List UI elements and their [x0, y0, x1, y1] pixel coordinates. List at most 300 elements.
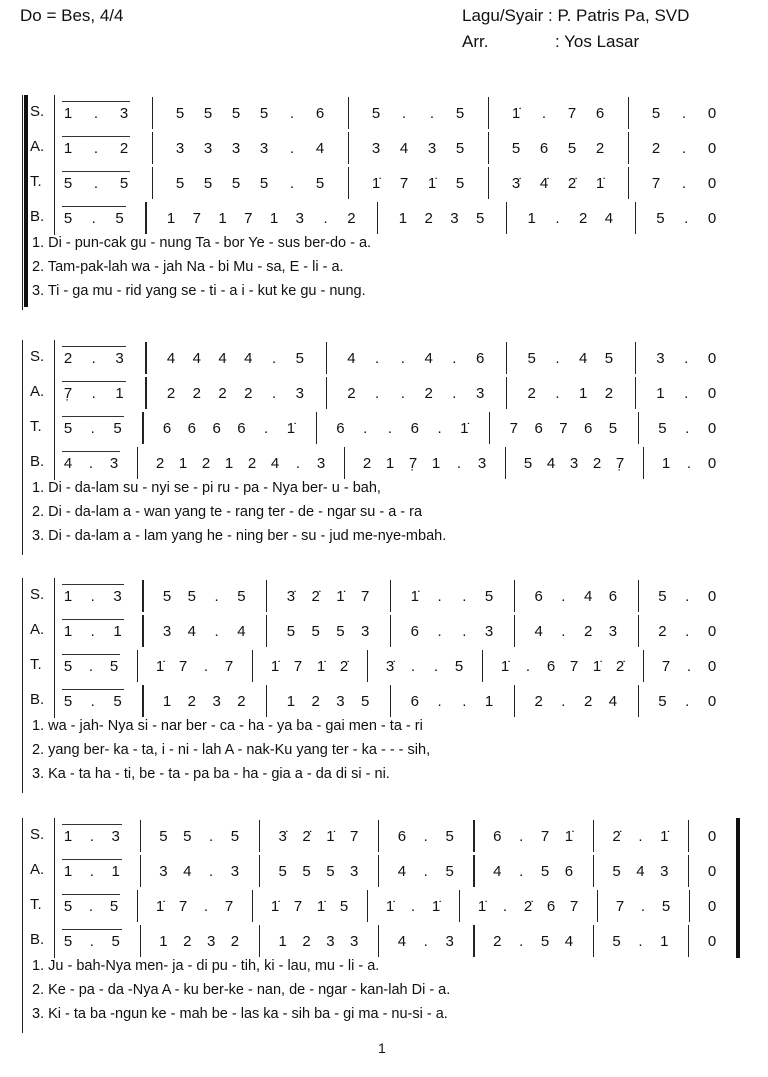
- note: 1: [166, 210, 176, 227]
- barline: [638, 615, 639, 647]
- note: 1: [63, 863, 73, 880]
- note: 0: [707, 105, 717, 122]
- barline: [137, 890, 138, 922]
- barline: [145, 377, 146, 409]
- lyric-text: 3. Ki - ta ba -ngun ke - mah be - las ka - sih ba - gi ma - nu-si - a.: [32, 1006, 448, 1022]
- note: 5: [454, 658, 464, 675]
- note: 2: [230, 933, 240, 950]
- duration-dot: .: [437, 623, 442, 640]
- barline: [390, 685, 391, 717]
- beam-line: [62, 416, 124, 417]
- note: 7: [178, 658, 188, 675]
- note: 7: [559, 420, 568, 437]
- note: 5: [278, 863, 287, 880]
- note: 5: [119, 175, 129, 192]
- note: 5: [183, 828, 192, 845]
- barline: [688, 925, 689, 957]
- note: 3: [212, 693, 221, 710]
- note: 6: [475, 350, 485, 367]
- part-label: S.: [30, 348, 45, 365]
- note: 5: [455, 105, 465, 122]
- note: 2: [244, 385, 253, 402]
- note: 3: [361, 623, 370, 640]
- barline: [152, 97, 153, 129]
- note: 4: [397, 863, 407, 880]
- note: 5: [302, 863, 311, 880]
- music-system: [0, 578, 768, 808]
- beam-line: [62, 654, 120, 655]
- duration-dot: .: [452, 385, 457, 402]
- barline: [506, 377, 507, 409]
- page-number: 1: [378, 1040, 386, 1056]
- note: 6: [187, 420, 197, 437]
- note: 3: [371, 140, 381, 157]
- note: 6: [539, 140, 549, 157]
- lyric-text: 3. Di - da-lam a - lam yang he - ning ber - su - jud me-nye-mbah.: [32, 528, 447, 544]
- barline: [488, 132, 489, 164]
- note: 5: [326, 863, 335, 880]
- lyric-line: [0, 480, 768, 502]
- note: 5: [608, 420, 618, 437]
- barline: [638, 685, 639, 717]
- note: 4̇: [539, 175, 549, 192]
- note: 5: [109, 898, 119, 915]
- note: 2: [424, 210, 433, 227]
- part-label: S.: [30, 103, 45, 120]
- note: 5: [187, 588, 197, 605]
- note: 6: [397, 828, 407, 845]
- note: 5: [203, 175, 213, 192]
- note: 0: [707, 420, 717, 437]
- note: 6: [595, 105, 605, 122]
- barline: [593, 855, 594, 887]
- note: 7: [509, 420, 519, 437]
- note: 1: [656, 385, 665, 402]
- note: 3: [450, 210, 459, 227]
- note: 4: [579, 350, 588, 367]
- duration-dot: .: [91, 385, 96, 402]
- lyric-line: [0, 235, 768, 257]
- note: 6: [410, 420, 419, 437]
- note: 4: [183, 863, 192, 880]
- note: 5: [445, 863, 454, 880]
- note: 5: [63, 898, 73, 915]
- duration-dot: .: [375, 350, 380, 367]
- part-line-a: [0, 861, 768, 887]
- note: 2: [192, 385, 201, 402]
- duration-dot: .: [209, 863, 214, 880]
- beam-line: [62, 689, 124, 690]
- barline: [390, 615, 391, 647]
- note: 7: [244, 210, 253, 227]
- duration-dot: .: [686, 658, 692, 675]
- duration-dot: .: [90, 623, 95, 640]
- note: 6: [162, 420, 172, 437]
- note: 2̇: [311, 588, 320, 605]
- note: 0: [707, 658, 717, 675]
- note: 1: [660, 933, 669, 950]
- note: 1̇: [592, 658, 602, 675]
- part-label: A.: [30, 861, 45, 878]
- note: 6: [237, 420, 246, 437]
- barline: [348, 97, 349, 129]
- note: 5: [231, 105, 241, 122]
- note: 2: [347, 385, 356, 402]
- duration-dot: .: [684, 350, 689, 367]
- duration-dot: .: [462, 588, 467, 605]
- note: 1: [115, 385, 124, 402]
- duration-dot: .: [437, 588, 442, 605]
- note: 3: [175, 140, 185, 157]
- lyric-line: [0, 259, 768, 281]
- part-line-t: [0, 418, 768, 444]
- note: 2̇: [339, 658, 349, 675]
- note: 2: [166, 385, 176, 402]
- note: 5: [361, 693, 370, 710]
- note: 5: [455, 175, 465, 192]
- note: 4: [564, 933, 574, 950]
- note: 7̣: [63, 385, 73, 402]
- duration-dot: .: [423, 933, 428, 950]
- note: 3: [115, 350, 124, 367]
- duration-dot: .: [271, 350, 277, 367]
- lyric-line: [0, 283, 768, 305]
- arranger-value: : Yos Lasar: [555, 32, 640, 51]
- note: 3: [295, 385, 304, 402]
- note: 2: [424, 385, 433, 402]
- note: 3: [230, 863, 240, 880]
- barline: [514, 685, 515, 717]
- note: 2: [592, 455, 602, 472]
- duration-dot: .: [214, 588, 219, 605]
- note: 1: [398, 210, 408, 227]
- barline: [140, 820, 141, 852]
- note: 7: [293, 898, 303, 915]
- note: 1̇: [511, 105, 521, 122]
- note: 3: [336, 693, 345, 710]
- barline: [140, 855, 141, 887]
- barline: [638, 412, 639, 444]
- lyric-text: 3. Ka - ta ha - ti, be - ta - pa ba - ha - gia a - da di si - ni.: [32, 766, 390, 782]
- note: 2: [583, 623, 593, 640]
- duration-dot: .: [89, 828, 94, 845]
- lyric-text: 2. Tam-pak-lah wa - jah Na - bi Mu - sa, E - li - a.: [32, 259, 344, 275]
- duration-dot: .: [375, 385, 380, 402]
- note: 1̇: [595, 175, 605, 192]
- duration-dot: .: [88, 455, 94, 472]
- note: 1: [224, 455, 234, 472]
- barline: [142, 685, 143, 717]
- note: 5: [111, 933, 120, 950]
- barline: [152, 167, 153, 199]
- note: 6: [212, 420, 221, 437]
- lyric-text: 1. Di - da-lam su - nyi se - pi ru - pa - Nya ber- u - bah,: [32, 480, 381, 496]
- duration-dot: .: [410, 658, 416, 675]
- note: 3: [326, 933, 335, 950]
- lyric-line: [0, 766, 768, 788]
- note: 4: [315, 140, 325, 157]
- duration-dot: .: [203, 658, 209, 675]
- duration-dot: .: [209, 828, 214, 845]
- duration-dot: .: [264, 420, 269, 437]
- duration-dot: .: [638, 933, 643, 950]
- duration-dot: .: [400, 350, 405, 367]
- duration-dot: .: [437, 420, 442, 437]
- note: 5: [237, 588, 246, 605]
- note: 2: [362, 455, 372, 472]
- part-line-s: [0, 826, 768, 852]
- note: 4: [187, 623, 197, 640]
- note: 0: [707, 933, 717, 950]
- barline: [643, 650, 644, 682]
- lyric-line: [0, 1006, 768, 1028]
- barline: [628, 132, 629, 164]
- note: 1̇: [431, 898, 441, 915]
- note: 6: [534, 420, 543, 437]
- note: 6: [410, 623, 419, 640]
- duration-dot: .: [638, 828, 643, 845]
- duration-dot: .: [681, 105, 687, 122]
- note: 1: [113, 623, 122, 640]
- note: 6: [534, 588, 543, 605]
- lyric-line: [0, 742, 768, 764]
- lyric-text: 2. yang ber- ka - ta, i - ni - lah A - nak-Ku yang ter - ka - - - sih,: [32, 742, 431, 758]
- note: 3: [445, 933, 454, 950]
- note: 3: [660, 863, 669, 880]
- duration-dot: .: [429, 105, 435, 122]
- barline: [367, 650, 368, 682]
- note: 1̇: [427, 175, 437, 192]
- note: 3: [484, 623, 494, 640]
- part-line-a: [0, 621, 768, 647]
- duration-dot: .: [410, 898, 416, 915]
- note: 2̇: [615, 658, 625, 675]
- duration-dot: .: [555, 210, 560, 227]
- note: 4: [218, 350, 227, 367]
- note: 4: [63, 455, 73, 472]
- note: 1: [385, 455, 395, 472]
- note: 2: [579, 210, 588, 227]
- barline: [488, 167, 489, 199]
- note: 1: [527, 210, 536, 227]
- note: 1̇: [155, 658, 165, 675]
- note: 5: [113, 693, 122, 710]
- part-label: B.: [30, 691, 45, 708]
- note: 3: [350, 863, 359, 880]
- barline: [259, 855, 260, 887]
- lyric-line: [0, 528, 768, 550]
- arranger-label: Arr.: [462, 32, 489, 51]
- duration-dot: .: [289, 105, 295, 122]
- note: 3: [109, 455, 119, 472]
- part-line-b: [0, 453, 768, 479]
- barline: [145, 202, 146, 234]
- part-line-s: [0, 586, 768, 612]
- lyric-text: 2. Di - da-lam a - wan yang te - rang ter - de - ngar su - a - ra: [32, 504, 423, 520]
- duration-dot: .: [88, 658, 94, 675]
- beam-line: [62, 584, 124, 585]
- note: 2: [237, 693, 246, 710]
- note: 7: [569, 658, 579, 675]
- note: 5: [567, 140, 577, 157]
- note: 7̣: [408, 455, 418, 472]
- lyric-text: 1. wa - jah- Nya si - nar ber - ca - ha - ya ba - gai men - ta - ri: [32, 718, 423, 734]
- note: 2: [658, 623, 667, 640]
- duration-dot: .: [685, 623, 690, 640]
- duration-dot: .: [456, 455, 462, 472]
- duration-dot: .: [555, 350, 560, 367]
- note: 5: [604, 350, 614, 367]
- note: 1̇: [270, 898, 280, 915]
- note: 5: [175, 175, 185, 192]
- duration-dot: .: [685, 588, 690, 605]
- note: 2: [534, 693, 543, 710]
- note: 5: [336, 623, 345, 640]
- note: 5: [658, 420, 667, 437]
- beam-line: [62, 381, 126, 382]
- note: 7: [178, 898, 188, 915]
- note: 0: [707, 863, 717, 880]
- note: 4: [399, 140, 409, 157]
- note: 0: [707, 385, 717, 402]
- note: 1̇: [336, 588, 345, 605]
- duration-dot: .: [89, 863, 94, 880]
- part-label: B.: [30, 208, 45, 225]
- note: 3: [113, 588, 122, 605]
- note: 3: [656, 350, 665, 367]
- note: 7: [224, 898, 234, 915]
- note: 5: [259, 175, 269, 192]
- note: 4: [534, 623, 543, 640]
- duration-dot: .: [525, 658, 531, 675]
- note: 7: [651, 175, 661, 192]
- note: 4: [608, 693, 618, 710]
- note: 7: [569, 898, 579, 915]
- beam-line: [62, 824, 122, 825]
- note: 6: [546, 898, 556, 915]
- note: 1: [63, 140, 73, 157]
- note: 4: [347, 350, 356, 367]
- beam-line: [62, 451, 120, 452]
- lyric-line: [0, 982, 768, 1004]
- duration-dot: .: [271, 385, 277, 402]
- note: 6: [493, 828, 502, 845]
- part-line-b: [0, 931, 768, 957]
- duration-dot: .: [433, 658, 439, 675]
- note: 2: [311, 693, 320, 710]
- note: 5: [109, 658, 119, 675]
- barline: [140, 925, 141, 957]
- duration-dot: .: [640, 898, 646, 915]
- part-label: A.: [30, 383, 45, 400]
- note: 5: [295, 350, 304, 367]
- barline: [459, 890, 460, 922]
- duration-dot: .: [93, 105, 99, 122]
- note: 2: [218, 385, 227, 402]
- note: 4: [192, 350, 201, 367]
- part-line-t: [0, 896, 768, 922]
- lyric-line: [0, 504, 768, 526]
- duration-dot: .: [93, 175, 99, 192]
- note: 2: [527, 385, 536, 402]
- barline: [514, 580, 515, 612]
- duration-dot: .: [214, 623, 219, 640]
- note: 0: [707, 828, 717, 845]
- duration-dot: .: [401, 105, 407, 122]
- barline: [473, 855, 474, 887]
- duration-dot: .: [684, 385, 689, 402]
- duration-dot: .: [93, 140, 99, 157]
- note: 3: [111, 828, 120, 845]
- note: 3: [295, 210, 304, 227]
- note: 5: [315, 175, 325, 192]
- note: 4: [244, 350, 253, 367]
- duration-dot: .: [91, 350, 96, 367]
- note: 0: [707, 210, 717, 227]
- duration-dot: .: [423, 863, 428, 880]
- note: 1: [269, 210, 279, 227]
- duration-dot: .: [685, 693, 690, 710]
- barline: [628, 167, 629, 199]
- note: 5: [162, 588, 172, 605]
- duration-dot: .: [684, 210, 689, 227]
- note: 1̇: [385, 898, 395, 915]
- barline: [635, 202, 636, 234]
- note: 1: [63, 105, 73, 122]
- note: 7: [399, 175, 409, 192]
- part-label: T.: [30, 896, 42, 913]
- barline: [390, 580, 391, 612]
- note: 0: [707, 175, 717, 192]
- barline: [514, 615, 515, 647]
- note: 2: [493, 933, 502, 950]
- note: 5: [540, 933, 550, 950]
- barline: [505, 447, 506, 479]
- note: 5: [540, 863, 550, 880]
- note: 1: [484, 693, 494, 710]
- duration-dot: .: [295, 455, 301, 472]
- barline: [142, 412, 143, 444]
- note: 3: [231, 140, 241, 157]
- part-label: B.: [30, 453, 45, 470]
- note: 1̇: [316, 898, 326, 915]
- barline: [593, 820, 594, 852]
- barline: [506, 202, 507, 234]
- note: 5: [113, 420, 122, 437]
- part-line-b: [0, 208, 768, 234]
- note: 3: [206, 933, 216, 950]
- note: 0: [707, 898, 717, 915]
- note: 5: [511, 140, 521, 157]
- barline: [377, 202, 378, 234]
- note: 5: [63, 210, 73, 227]
- note: 0: [707, 588, 717, 605]
- note: 5: [63, 420, 73, 437]
- part-label: S.: [30, 826, 45, 843]
- barline: [489, 412, 490, 444]
- note: 0: [707, 455, 717, 472]
- duration-dot: .: [685, 420, 690, 437]
- note: 4: [397, 933, 407, 950]
- duration-dot: .: [561, 588, 566, 605]
- barline: [688, 820, 689, 852]
- note: 4: [636, 863, 645, 880]
- duration-dot: .: [289, 140, 295, 157]
- note: 5: [658, 693, 667, 710]
- music-system: [0, 95, 768, 325]
- beam-line: [62, 101, 130, 102]
- duration-dot: .: [555, 385, 560, 402]
